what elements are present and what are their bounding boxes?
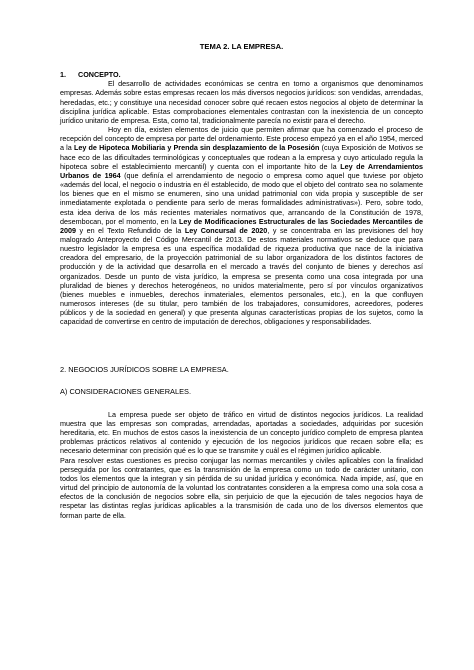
section-2-subheading: A) CONSIDERACIONES GENERALES. xyxy=(60,386,192,396)
section-1-title: CONCEPTO. xyxy=(78,70,121,80)
section-spacer xyxy=(60,327,423,351)
section-1-number: 1. xyxy=(60,70,66,80)
section-1-heading xyxy=(60,70,423,79)
section-1-paragraph-1: El desarrollo de actividades económicas se centra en torno a organismos que denominamos empresas. Además sobre estas empresas recaen los más diversos negocios jurídicos: son vendidas, arrendadas, heredadas, etc.; y constituye una necesidad conocer sobre qué recaen estos negocios al objeto de determinar la disciplina jurídica aplicable. Estas comprobaciones elementales contrastan con la inexistencia de un concepto jurídico unitario de empresa. Esta, como tal, tradicionalmente parecía no existir para el derecho. xyxy=(60,79,423,125)
section-2-paragraph-2: Para resolver estas cuestiones es preciso conjugar las normas mercantiles y civiles aplicables con la finalidad perseguida por los contratantes, que es la transmisión de la empresa como un todo de carácter unitario, con todos los elementos que la integran y sin pérdida de su unidad jurídica y económica. Nada impide, así, que en virtud del principio de autonomía de la voluntad los contratantes consideren a la empresa como una sola cosa a efectos de la conclusión de negocios sobre ella, sin perjuicio de que la ejecución de tales negocios haya de respetar las distintas reglas jurídicas aplicables a la transmisión de cada uno de los diversos elementos que forman parte de ella. xyxy=(60,455,423,520)
section-1-paragraph-2 xyxy=(60,125,423,326)
document-title: TEMA 2. LA EMPRESA. xyxy=(199,42,284,51)
law-hipoteca-mobiliaria: Ley de Hipoteca Mobiliaria y Prenda sin desplazamiento de la Posesión xyxy=(73,143,320,153)
law-modificaciones-estructurales: Ley de Modificaciones Estructurales de las Sociedades Mercantiles de 2009 xyxy=(60,216,424,235)
section-2-heading: 2. NEGOCIOS JURÍDICOS SOBRE LA EMPRESA. xyxy=(60,364,229,374)
law-arrendamientos-urbanos: Ley de Arrendamientos Urbanos de 1964 xyxy=(60,161,423,180)
p2-text-d: (que definía el arrendamiento de negocio o empresa como aquel que tuviese por objeto «además del local, el negocio o industria en él establecido, de modo que el objeto del contrato sea no solamente los bienes que en el mismo se enumeren, sino una unidad patrimonial con vida propia y susceptible de ser inmediatamente explotada o pendiente para serlo de meras formalidades administrativas»). Pero, sobre todo, esta idea deriva de los más recientes materiales normativos que, arrancando de la Constitución de 1978, desembocan, por el momento, en la xyxy=(60,170,423,226)
p2-text-c: (cuya Exposición de Motivos se hace eco de las dificultades terminológicas y conceptuales que rodean a la empresa y cuyo articulado regula la hipoteca sobre el establecimiento mercantil) y cuenta con el importante hito de la xyxy=(60,143,423,171)
law-concursal: Ley Concursal de 2020 xyxy=(184,225,268,235)
document-content xyxy=(60,42,423,520)
section-2-paragraph-1: La empresa puede ser objeto de tráfico en virtud de distintos negocios jurídicos. La realidad muestra que las empresas son compradas, arrendadas, aportadas a sociedades, adquiridas por sucesión hereditaria, etc. En muchos de estos casos la inexistencia de un concepto jurídico completo de empresa plantea problemas prácticos relativos al contenido y ejecución de los negocios jurídicos que recaen sobre ella; es necesario determinar con precisión qué es lo que se transmite y cuál es el régimen jurídico aplicable. xyxy=(60,409,423,456)
p2-text-e: y en el Texto Refundido de la xyxy=(76,225,185,235)
p2-text-a: Hoy en día, existen elementos de juicio que permiten afirmar que ha comenzado el proceso de recepción del concepto de empresa por parte del ordenamiento. Este proceso empezó ya en el año 1954, merced a la xyxy=(60,125,423,153)
p2-text-f: , y se concentraba en las previsiones del hoy malogrado Anteproyecto del Código Mercantil de 2013. De estos materiales normativos se deduce que para nuestro legislador la empresa es una específica modalidad de riqueza productiva que nace de la iniciativa creadora del empresario, de la proyección patrimonial de su labor organizadora de los distintos factores de producción y de la actividad que desarrolla en el mercado a través del conjunto de bienes y derechos así organizados. Desde un punto de vista jurídico, la empresa se presenta como una cosa integrada por una pluralidad de bienes y derechos heterogéneos, no unidos materialmente, pero sí por vínculos organizativos (bienes muebles e inmuebles, derechos inmateriales, elementos personales, etc.), en la que confluyen numerosos intereses (de su titular, pero también de los trabajadores, consumidores, acreedores, poderes públicos y de la sociedad en general) y que presenta algunas características propias de los sujetos, como la capacidad de convertirse en centro de imputación de derechos, obligaciones y responsabilidades. xyxy=(60,225,423,327)
